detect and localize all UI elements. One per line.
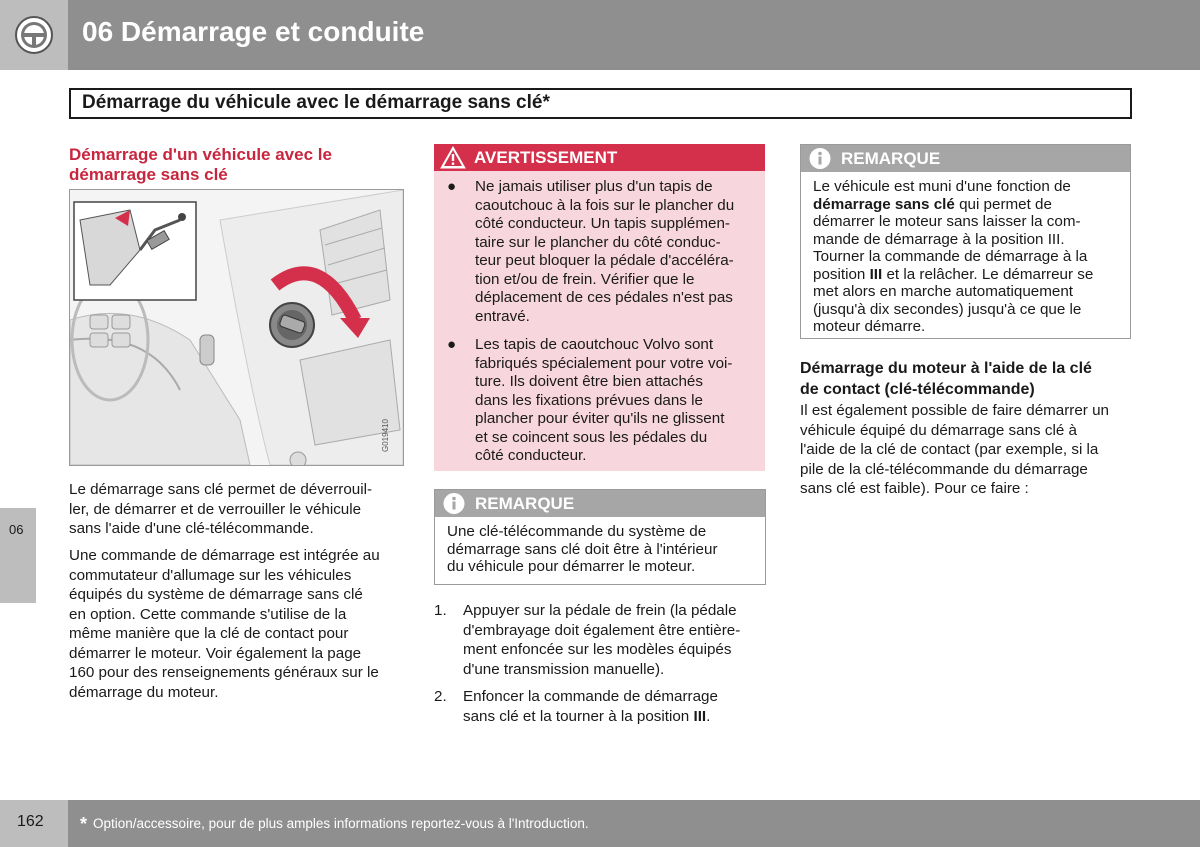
left-heading: Démarrage d'un véhicule avec le démarrage sans clé [69, 145, 332, 184]
page-number: 162 [17, 813, 44, 830]
position-label: III [693, 707, 707, 725]
warning-label: AVERTISSEMENT [474, 148, 618, 167]
right-subheading [800, 358, 1130, 400]
dashboard-illustration [69, 189, 404, 466]
footer-note [80, 814, 589, 835]
note-box-1 [434, 489, 766, 585]
text-line: équipés du système de démarrage sans clé [69, 586, 363, 603]
text-fragment: et la relâcher. Le démarreur se [882, 265, 1094, 283]
left-paragraph-2 [69, 546, 380, 702]
step-number: 1. [434, 602, 447, 619]
section-title-bar [69, 88, 1132, 119]
figure-code: G019410 [381, 419, 390, 452]
text-line: d'embrayage doit également être entière- [463, 621, 741, 639]
text-line: pile de la clé-télécommande du démarrage [800, 460, 1088, 478]
text-line [813, 196, 1093, 214]
text-line: tion et/ou de frein. Vérifier que le [475, 270, 695, 288]
info-icon [441, 492, 467, 515]
text-line: moteur démarre. [813, 318, 926, 335]
page-number-area [0, 800, 68, 847]
text-line: véhicule équipé du démarrage sans clé à [800, 421, 1077, 439]
warning-item: ● Les tapis de caoutchouc Volvo sont fabriqués spécialement pour votre voi- ture. Ils doivent être bien attachés dans les fixations prévues dans le plancher pour éviter qu'ils ne glissent et se coincent sous les pédales du côté conducteur. [434, 336, 755, 466]
warning-box [434, 144, 765, 471]
step-2 [434, 687, 764, 729]
steering-wheel-icon [14, 15, 54, 55]
text-line: caoutchouc à la fois sur le plancher du [475, 196, 735, 214]
info-icon [807, 147, 833, 170]
note-header [435, 490, 765, 517]
text-line: Appuyer sur la pédale de frein (la pédale [463, 602, 737, 619]
chapter-title: 06 Démarrage et conduite [82, 16, 425, 47]
text-line: l'aide de la clé de contact (par exemple, si la [800, 441, 1099, 458]
asterisk-marker: * [80, 814, 88, 834]
ignition-illustration [70, 190, 403, 465]
chapter-header [68, 0, 1200, 70]
text-line: teur peut bloquer la pédale d'accéléra- [475, 252, 734, 269]
text-line [813, 266, 1093, 284]
section-title: Démarrage du véhicule avec le démarrage sans clé* [82, 92, 550, 113]
text-line: Une clé-télécommande du système de [447, 523, 707, 540]
text-line: démarrer le moteur sans laisser la com- [813, 213, 1081, 230]
note-label: REMARQUE [841, 149, 941, 168]
text-line: Le véhicule est muni d'une fonction de [813, 178, 1071, 195]
side-tab-label: 06 [9, 522, 24, 537]
text-line: côté conducteur. [475, 447, 587, 464]
note-header [801, 145, 1130, 172]
step-1 [434, 601, 764, 681]
text-line: sans l'aide d'une clé-télécommande. [69, 520, 314, 537]
text-line: déplacement de ces pédales n'est pas [475, 289, 733, 306]
step-number: 2. [434, 688, 447, 705]
text-line: met alors en marche automatiquement [813, 283, 1074, 300]
text-line: et se coincent sous les pédales du [475, 428, 708, 446]
text-line: démarrage du moteur. [69, 683, 219, 701]
text-line [463, 707, 763, 727]
text-line: entravé. [475, 307, 530, 325]
text-line: ler, de démarrer et de verrouiller le véhicule [69, 500, 362, 518]
text-line: Le démarrage sans clé permet de déverrouil- [69, 481, 373, 498]
text-line: taire sur le plancher du côté conduc- [475, 233, 721, 251]
warning-item: ● Ne jamais utiliser plus d'un tapis de caoutchouc à la fois sur le plancher du côté conducteur. Un tapis supplémen- taire sur le plancher du côté conduc- teur peut bloquer la pédale d'accéléra- tion et/ou de frein. Vérifier que le déplacement de ces pédales n'est pas entravé. [434, 178, 755, 326]
warning-header [434, 144, 765, 171]
bold-term: démarrage sans clé [813, 195, 955, 213]
warning-triangle-icon [440, 146, 466, 169]
text-line: démarrer le moteur. Voir également la page [69, 644, 362, 662]
text-line: Ne jamais utiliser plus d'un tapis de [475, 178, 713, 195]
text-line: de contact (clé-télécommande) [800, 381, 1035, 398]
text-line: 160 pour des renseignements généraux sur le [69, 664, 379, 681]
text-fragment: position [813, 265, 870, 283]
footer-note-text: Option/accessoire, pour de plus amples informations reportez-vous à l'Introduction. [93, 816, 589, 831]
warning-list [434, 178, 755, 476]
text-line: commutateur d'allumage sur les véhicules [69, 566, 352, 584]
step-text [463, 687, 763, 726]
text-line: dans les fixations prévues dans le [475, 391, 703, 409]
text-line: du véhicule pour démarrer le moteur. [447, 558, 696, 575]
footer-bar [68, 800, 1200, 847]
text-line: fabriqués spécialement pour votre voi- [475, 354, 733, 372]
text-line: en option. Cette commande s'utilise de la [69, 605, 347, 623]
text-fragment: . [706, 707, 711, 725]
note-text [813, 178, 1093, 336]
text-line: plancher pour éviter qu'ils ne glissent [475, 410, 725, 427]
text-fragment: qui permet de [954, 195, 1052, 213]
note-text [447, 523, 718, 576]
note-label: REMARQUE [475, 494, 575, 513]
left-paragraph-1 [69, 480, 372, 539]
text-line: Démarrage du moteur à l'aide de la clé [800, 360, 1092, 377]
text-line: (jusqu'à dix secondes) jusqu'à ce que le [813, 300, 1082, 318]
text-line: côté conducteur. Un tapis supplémen- [475, 215, 730, 232]
text-line: démarrage sans clé doit être à l'intérieur [447, 540, 718, 558]
text-line: ture. Ils doivent être bien attachés [475, 373, 703, 390]
header-logo-area [0, 0, 68, 70]
note-box-2 [800, 144, 1131, 339]
right-paragraph [800, 401, 1109, 499]
text-line: ment enfoncée sur les modèles équipés [463, 641, 732, 658]
text-line: Tourner la commande de démarrage à la [813, 248, 1088, 265]
chapter-side-tab [0, 508, 36, 603]
text-fragment: sans clé et la tourner à la position [463, 707, 694, 725]
text-line: même manière que la clé de contact pour [69, 625, 349, 642]
text-line: sans clé est faible). Pour ce faire : [800, 480, 1029, 497]
text-line: mande de démarrage à la position III. [813, 230, 1065, 248]
text-line: Enfoncer la commande de démarrage [463, 688, 718, 705]
text-line: Il est également possible de faire démarrer un [800, 402, 1109, 419]
text-line: Les tapis de caoutchouc Volvo sont [475, 336, 714, 353]
position-label: III [869, 265, 883, 283]
text-line: d'une transmission manuelle). [463, 660, 665, 678]
text-line: Une commande de démarrage est intégrée au [69, 547, 380, 564]
step-text [463, 601, 763, 679]
